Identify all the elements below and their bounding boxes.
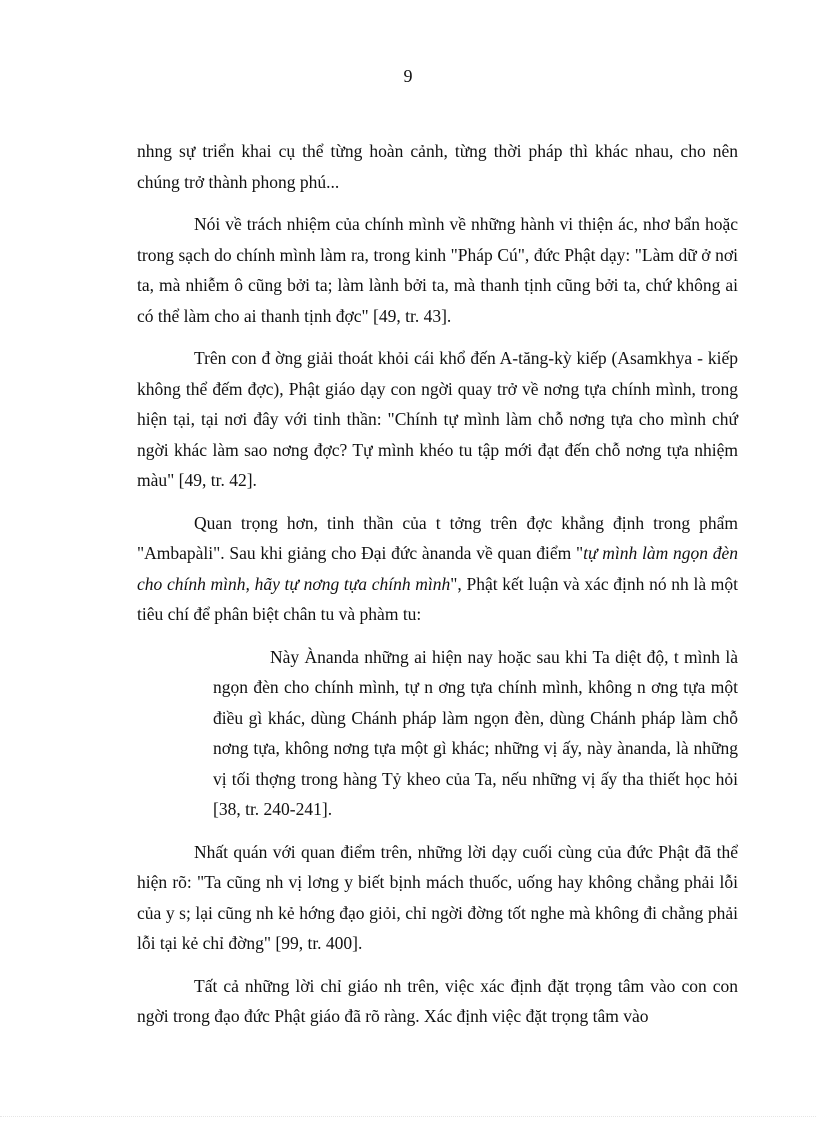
block-quote: Này Ànanda những ai hiện nay hoặc sau khi Ta diệt độ, t mình là ngọn đèn cho chính mình, tự n ơng tựa chính mình, không n ơng tựa một điều gì khác, dùng Chánh pháp làm ngọn đèn, dùng Chánh pháp làm chỗ nơng tựa, không nơng tựa một gì khác; những vị ấy, này ànanda, là những vị tối thợng trong hàng Tỷ kheo của Ta, nếu những vị ấy tha thiết học hỏi [38, tr. 240-241]. [213, 646, 738, 819]
paragraph-4-italic-quote: tự mình làm ngọn đèn cho chính mình, hãy tự nơng tựa chính mình [137, 543, 738, 594]
paragraph-3: Trên con đ ờng giải thoát khỏi cái khổ đến A-tăng-kỳ kiếp (Asamkhya - kiếp không thể đếm đợc), Phật giáo dạy con ngời quay trở về nơng tựa chính mình, trong hiện tại, tại nơi đây với tinh thần: "Chính tự mình làm chỗ nơng tựa cho mình chứ ngời khác làm sao nơng đợc? Tự mình khéo tu tập mới đạt đến chỗ nơng tựa nhiệm màu" [49, tr. 42]. [137, 348, 738, 490]
paragraph-5: Nhất quán với quan điểm trên, những lời dạy cuối cùng của đức Phật đã thể hiện rõ: "Ta cũng nh vị lơng y biết bịnh mách thuốc, uống hay không chẳng phải lỗi của y s; lại cũng nh kẻ hớng đạo giỏi, chỉ ngời đờng tốt nghe mà không đi chẳng phải lỗi tại kẻ chỉ đờng" [99, tr. 400]. [137, 841, 738, 953]
paragraph-4-text-before: Quan trọng hơn, tinh thần của t tởng trên đợc khẳng định trong phẩm "Ambapàli". Sau khi giảng cho Đại đức ànanda về quan điểm " [137, 512, 738, 563]
paragraph-6: Tất cả những lời chỉ giáo nh trên, việc xác định đặt trọng tâm vào con con ngời trong đạo đức Phật giáo đã rõ ràng. Xác định việc đặt trọng tâm vào [137, 975, 738, 1026]
bottom-divider [0, 1116, 816, 1117]
page-number: 9 [403, 66, 413, 86]
document-body [137, 136, 738, 1044]
paragraph-1: nhng sự triển khai cụ thể từng hoàn cảnh, từng thời pháp thì khác nhau, cho nên chúng trở thành phong phú... [137, 141, 738, 192]
paragraph-4 [137, 508, 738, 630]
paragraph-4-text-after: ", Phật kết luận và xác định nó nh là một tiêu chí để phân biệt chân tu và phàm tu: [137, 573, 738, 624]
paragraph-2: Nói về trách nhiệm của chính mình về những hành vi thiện ác, nhơ bẩn hoặc trong sạch do chính mình làm ra, trong kinh "Pháp Cú", đức Phật dạy: "Làm dữ ở nơi ta, mà nhiễm ô cũng bởi ta; làm lành bởi ta, mà thanh tịnh cũng bởi ta, chứ không ai có thể làm cho ai thanh tịnh đợc" [49, tr. 43]. [137, 214, 738, 326]
